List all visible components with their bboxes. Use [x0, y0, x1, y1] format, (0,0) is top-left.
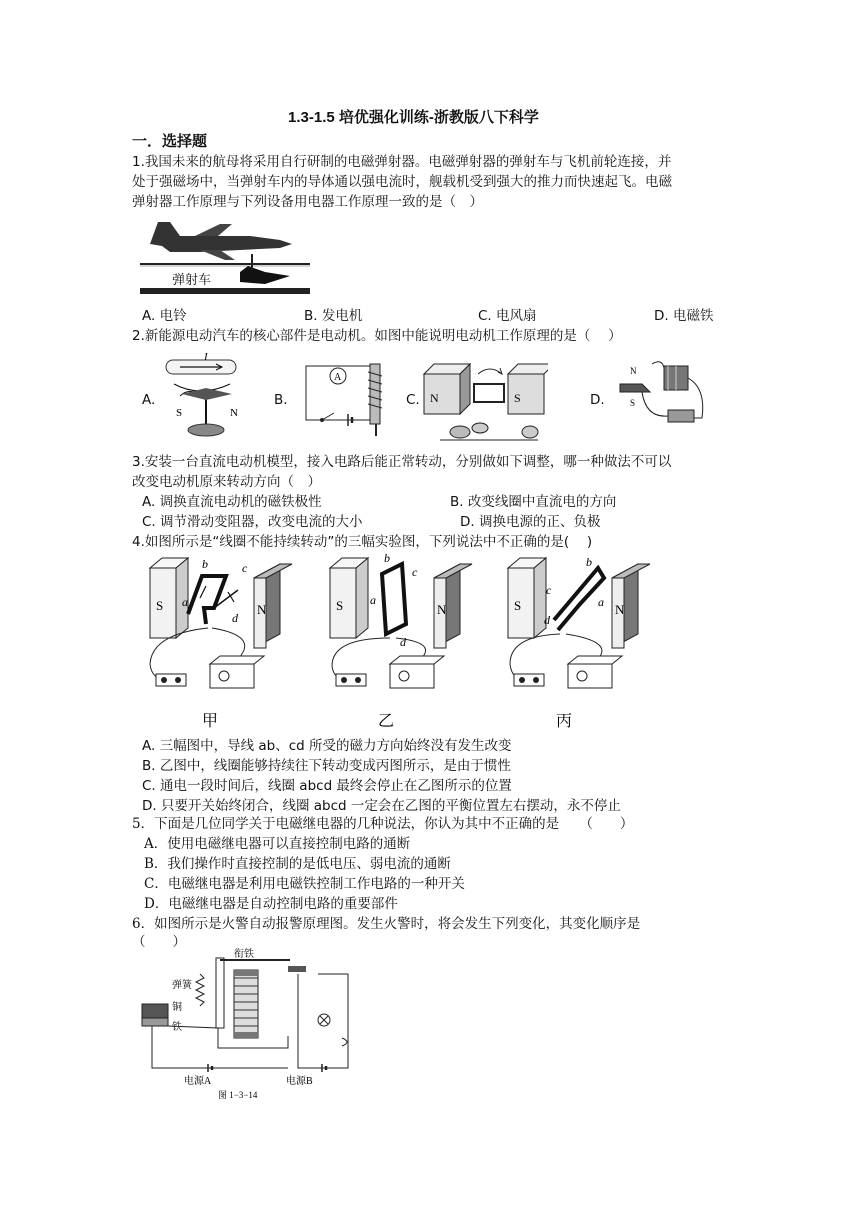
q3-option-c: C. 调节滑动变阻器，改变电流的大小	[142, 514, 363, 530]
q2a-s-label: S	[176, 407, 183, 419]
q4-panel-yi	[330, 554, 472, 730]
q4-bing-a: a	[598, 595, 604, 609]
q1-option-b: B. 发电机	[304, 308, 363, 324]
q3-line-1: 3.安装一台直流电动机模型，接入电路后能正常转动，分别做如下调整，哪一种做法不可以	[132, 454, 672, 470]
source-b-label: 电源B	[286, 1076, 313, 1087]
q5-option-c: C．电磁继电器是利用电磁铁控制工作电路的一种开关	[144, 876, 465, 892]
q4-panel-bing	[508, 555, 650, 730]
q4-yi-c: c	[412, 565, 418, 579]
q4-option-a: A. 三幅图中，导线 ab、cd 所受的磁力方向始终没有发生改变	[142, 738, 512, 754]
q1-line-1: 1.我国未来的航母将采用自行研制的电磁弹射器。电磁弹射器的弹射车与飞机前轮连接，并	[132, 154, 672, 170]
q4-stem: 4.如图所示是“线圈不能持续转动”的三幅实验图，下列说法中不正确的是( )	[132, 534, 593, 550]
q4-jia-s: S	[156, 598, 164, 613]
q4-yi-d: d	[400, 635, 406, 649]
q4-bing-c: c	[546, 583, 552, 597]
q4-option-c: C. 通电一段时间后，线圈 abcd 最终会停止在乙图所示的位置	[142, 778, 512, 794]
q4-caption-yi: 乙	[378, 713, 395, 730]
q6-figure	[138, 948, 358, 1100]
current-label: I	[204, 352, 208, 363]
q2-figure-d	[606, 358, 716, 438]
spring-label: 弹簧	[172, 980, 192, 991]
ammeter-label: A	[334, 372, 342, 383]
q5-option-a: A．使用电磁继电器可以直接控制电路的通断	[144, 836, 411, 852]
q4-yi-b: b	[384, 554, 390, 565]
q3-option-d: D. 调换电源的正、负极	[460, 514, 601, 530]
q5-option-d: D．电磁继电器是自动控制电路的重要部件	[144, 896, 398, 912]
q2c-n-label: N	[430, 391, 439, 405]
q4-yi-a: a	[370, 593, 376, 607]
q4-option-b: B. 乙图中，线圈能够持续往下转动变成丙图所示，是由于惯性	[142, 758, 511, 774]
copper-label: 铜	[172, 1002, 182, 1013]
q2-figure-c	[420, 360, 548, 448]
svg-text:N: N	[615, 602, 625, 617]
section-heading: 一．选择题	[132, 132, 208, 150]
q1-figure-label: 弹射车	[172, 272, 212, 287]
svg-text:S: S	[514, 598, 522, 613]
q2-label-d: D.	[590, 392, 605, 408]
q1-line-3: 弹射器工作原理与下列设备用电器工作原理一致的是（ ）	[132, 194, 483, 210]
q4-jia-c: c	[242, 561, 248, 575]
q4-figure	[142, 554, 682, 734]
q2-figure-a	[160, 352, 252, 442]
q2-label-c: C.	[406, 392, 420, 408]
q2-label-b: B.	[274, 392, 288, 408]
q5-option-b: B．我们操作时直接控制的是低电压、弱电流的通断	[144, 856, 451, 872]
q4-panel-jia	[150, 557, 292, 730]
q2c-s-label: S	[514, 391, 521, 405]
q3-line-2: 改变电动机原来转动方向（ ）	[132, 474, 321, 490]
source-a-label: 电源A	[184, 1076, 212, 1087]
q4-option-d: D. 只要开关始终闭合，线圈 abcd 一定会在乙图的平衡位置左右摆动，永不停止	[142, 798, 621, 814]
q4-jia-b: b	[202, 557, 208, 571]
q2d-s-label: S	[630, 398, 636, 408]
page-title: 1.3-1.5 培优强化训练-浙教版八下科学	[288, 109, 539, 126]
q3-option-a: A. 调换直流电动机的磁铁极性	[142, 494, 322, 510]
q2a-n-label: N	[230, 407, 238, 419]
q4-jia-n: N	[257, 602, 267, 617]
q1-option-a: A. 电铃	[142, 308, 187, 324]
q6-figure-caption: 图 1−3−14	[218, 1090, 258, 1100]
q1-option-d: D. 电磁铁	[654, 308, 714, 324]
q2-label-a: A.	[142, 392, 156, 408]
q4-caption-bing: 丙	[556, 713, 573, 730]
armature-label: 衔铁	[234, 949, 254, 960]
q2-stem: 2.新能源电动汽车的核心部件是电动机。如图中能说明电动机工作原理的是（ ）	[132, 328, 622, 344]
q1-option-c: C. 电风扇	[478, 308, 537, 324]
q6-line-2: （ ）	[132, 934, 186, 950]
q2d-n-label: N	[630, 366, 637, 376]
q5-stem: 5．下面是几位同学关于电磁继电器的几种说法，你认为其中不正确的是 （ ）	[132, 816, 634, 832]
q4-jia-a: a	[182, 595, 188, 609]
q6-line-1: 6．如图所示是火警自动报警原理图。发生火警时，将会发生下列变化，其变化顺序是	[132, 916, 641, 932]
q4-bing-d: d	[544, 613, 550, 627]
q3-option-b: B. 改变线圈中直流电的方向	[450, 494, 617, 510]
q2-figure-b	[292, 358, 392, 438]
q1-line-2: 处于强磁场中，当弹射车内的导体通以强电流时，舰载机受到强大的推力而快速起飞。电磁	[132, 174, 672, 190]
svg-text:N: N	[437, 602, 447, 617]
iron-label: 铁	[172, 1022, 182, 1033]
q1-figure	[140, 214, 310, 296]
q4-bing-b: b	[586, 555, 592, 569]
q4-caption-jia: 甲	[202, 713, 219, 730]
svg-text:S: S	[336, 598, 344, 613]
q4-jia-d: d	[232, 611, 238, 625]
